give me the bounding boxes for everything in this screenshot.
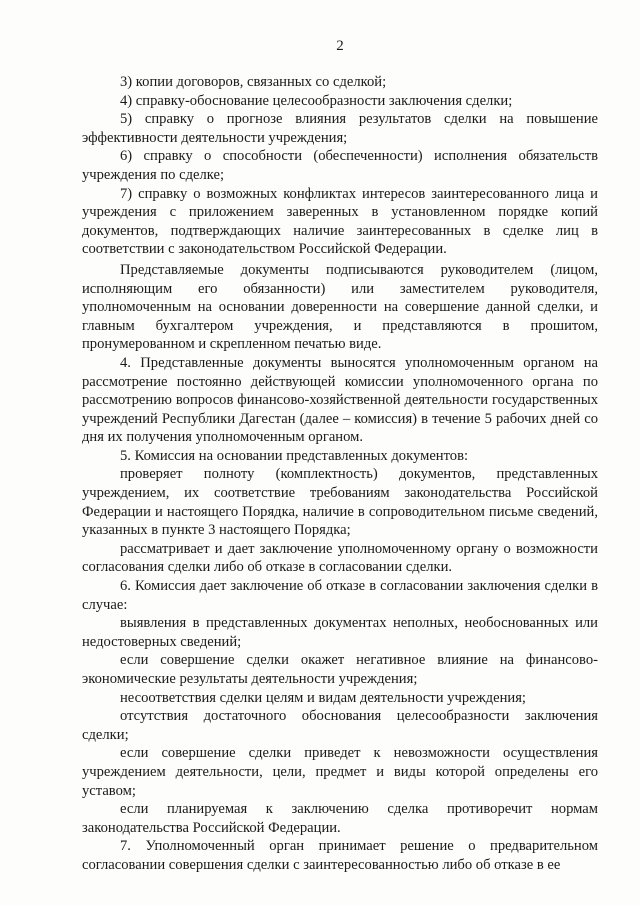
paragraph-item-3-contracts: 3) копии договоров, связанных со сделкой; (120, 74, 387, 90)
paragraph-item-6-capacity: 6) справку о способности (обеспеченности) исполнения обязательств учреждения по сделке; (82, 148, 598, 183)
paragraph-item-5-forecast: 5) справку о прогнозе влияния результатов сделки на повышение эффективности деятельности учреждения; (82, 111, 598, 146)
paragraph-signatures: Представляемые документы подписываются руководителем (лицом, исполняющим его обязанности) или заместителем руководителя, уполномоченным на основании доверенности на совершение данной сделки, и главным бухгалтером учреждения, и представляются в прошитом, пронумерованном и скрепленном печатью виде. (82, 261, 598, 353)
paragraph-item-4-justification: 4) справку-обоснование целесообразности заключения сделки; (120, 92, 513, 109)
paragraph-clause-5-check: проверяет полноту (комплектность) документов, представленных учреждением, их соответствие требованиям законодательства Российской Федерации и настоящего Порядка, наличие в сопроводительном письме сведений, указанных в пункте 3 настоящего Порядка; (82, 466, 598, 539)
paragraph-clause-7: 7. Уполномоченный орган принимает решение о предварительном согласовании совершения сделки с заинтересованностью либо об отказе в ее (82, 838, 598, 873)
paragraph-clause-6-contradiction: если планируемая к заключению сделка противоречит нормам законодательства Российской Федерации. (82, 801, 598, 836)
paragraph-clause-6-incomplete: выявления в представленных документах неполных, необоснованных или недостоверных сведений; (82, 615, 598, 650)
paragraph-clause-6: 6. Комиссия дает заключение об отказе в согласовании заключения сделки в случае: (82, 578, 598, 613)
paragraph-clause-5: 5. Комиссия на основании представленных документов: (120, 447, 469, 464)
paragraph-clause-6-negative: если совершение сделки окажет негативное влияние на финансово-экономические результаты деятельности учреждения; (82, 652, 598, 687)
paragraph-clause-6-impossibility: если совершение сделки приведет к невозможности осуществления учреждением деятельности, цели, предмет и виды которой определены его уставом; (82, 745, 598, 799)
paragraph-clause-6-no-justification: отсутствия достаточного обоснования целесообразности заключения сделки; (82, 708, 598, 743)
paragraph-clause-4: 4. Представленные документы выносятся уполномоченным органом на рассмотрение постоянно действующей комиссии уполномоченного органа по рассмотрению вопросов финансово-хозяйственной деятельности государственных учреждений Республики Дагестан (далее – комиссия) в течение 5 рабочих дней со дня их получения уполномоченным органом. (82, 354, 598, 446)
page-number: 2 (336, 38, 344, 54)
paragraph-clause-6-mismatch: несоответствия сделки целям и видам деятельности учреждения; (120, 689, 526, 706)
paragraph-item-7-conflicts: 7) справку о возможных конфликтах интересов заинтересованного лица и учреждения с приложением заверенных в установленном порядке копий документов, подтверждающих наличие заинтересованных в сделке лиц в соответствии с законодательством Российской Федерации. (82, 185, 598, 258)
paragraph-clause-5-review: рассматривает и дает заключение уполномоченному органу о возможности согласования сделки либо об отказе в согласовании сделки. (82, 540, 598, 576)
